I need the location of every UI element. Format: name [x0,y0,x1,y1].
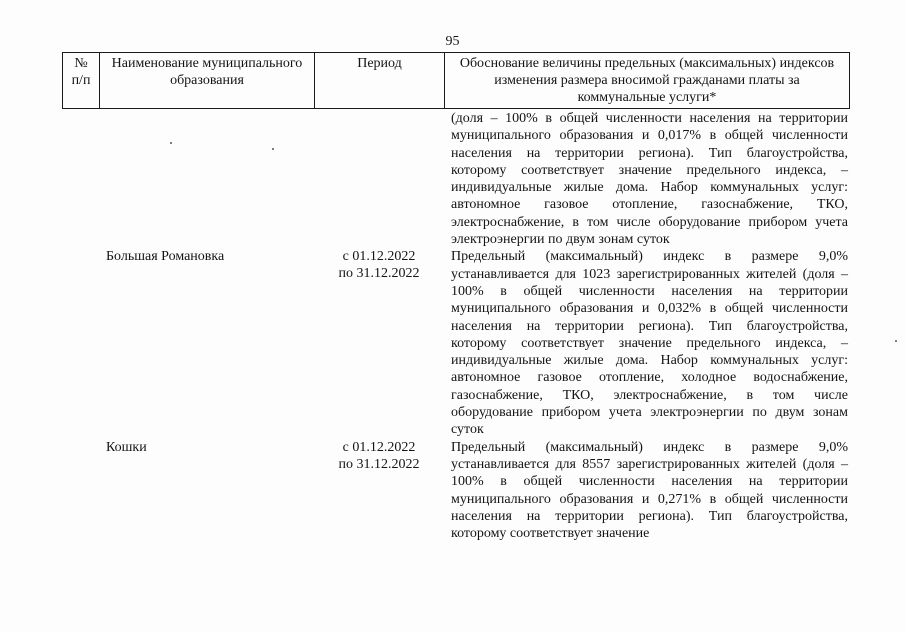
scan-speck [895,340,897,342]
period-from: с 01.12.2022 [342,439,416,455]
scan-speck [170,142,172,144]
page-number: 95 [445,34,460,49]
period-to: по 31.12.2022 [338,456,420,472]
basis-paragraph: (доля – 100% в общей численности населения на территории муниципального образования и 0,017% в общей численности населения на территории региона). Тип благоустройства, которому соответствует значение предельного индекса, – индивидуальные жилые дома. Набор коммунальных услуг: автономное газовое отопление, газоснабжение, ТКО, электроснабжение, в том числе оборудование прибором учета электроэнергии по двум зонам суток [451,111,848,248]
table-row [62,248,857,438]
basis-text [451,110,848,248]
period-from: с 01.12.2022 [342,249,416,265]
period-to: по 31.12.2022 [338,266,420,282]
header-number: № п/п [63,53,100,109]
basis-text [451,248,848,438]
header-period: Период [315,53,445,109]
basis-paragraph: Предельный (максимальный) индекс в размере 9,0% устанавливается для 8557 зарегистрированных жителей (доля – 100% в общей численности населения на территории муниципального образования и 0,271% в общей численности населения на территории региона). Тип благоустройства, которому соответствует значение [451,439,848,542]
table-header [62,52,850,109]
period [314,248,444,282]
header-municipality: Наименование муниципального образования [100,53,315,109]
municipality-name: Кошки [106,439,147,455]
scan-speck [272,148,274,150]
table-row [62,110,857,248]
header-basis: Обоснование величины предельных (максимальных) индексов изменения размера вносимой гражданами платы за коммунальные услуги* [445,53,850,109]
period [314,439,444,473]
basis-text [451,439,848,543]
municipality-name: Большая Романовка [106,249,225,265]
basis-paragraph: Предельный (максимальный) индекс в размере 9,0% устанавливается для 1023 зарегистрированных жителей (доля – 100% в общей численности населения на территории муниципального образования и 0,032% в общей численности населения на территории региона). Тип благоустройства, которому соответствует значение предельного индекса, – индивидуальные жилые дома. Набор коммунальных услуг: автономное газовое отопление, холодное водоснабжение, газоснабжение, ТКО, электроснабжение, в том числе оборудование прибором учета электроэнергии по двум зонам суток [451,249,848,438]
table-body [62,110,857,542]
table-row [62,439,857,543]
